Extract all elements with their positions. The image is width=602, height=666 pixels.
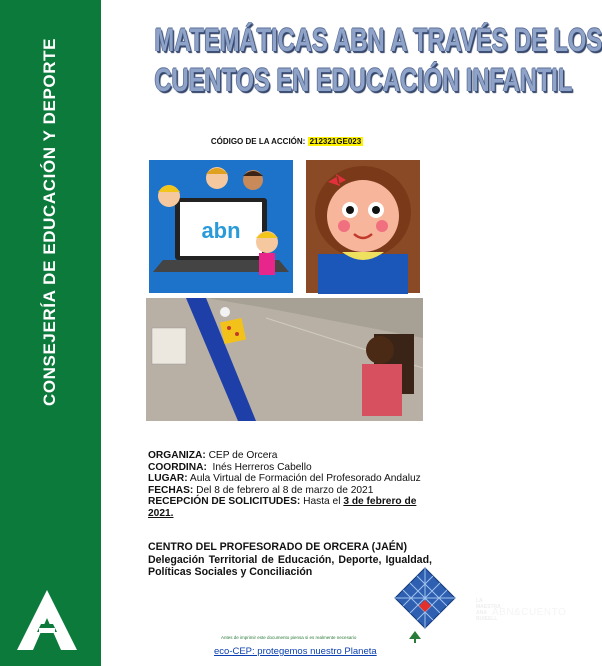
sidebar-band <box>0 0 101 666</box>
recepcion-row: RECEPCIÓN DE SOLICITUDES: Hasta el 3 de febrero de 2021. <box>148 496 417 519</box>
eco-cep-link[interactable]: eco-CEP: protegemos nuestro Planeta <box>214 646 377 657</box>
kids-laptop-illustration <box>149 160 293 293</box>
action-code-value: 212321GE023 <box>309 137 362 146</box>
junta-andalucia-logo-icon <box>9 588 85 652</box>
lugar-row: LUGAR: Aula Virtual de Formación del Profesorado Andaluz <box>148 473 421 485</box>
fechas-row: FECHAS: Del 8 de febrero al 8 de marzo de 2021 <box>148 484 374 496</box>
consejeria-vertical-text: CONSEJERÍA DE EDUCACIÓN Y DEPORTE <box>40 37 59 407</box>
laptop-text: abn <box>201 218 241 243</box>
course-title <box>154 20 602 100</box>
fechas-value: Del 8 de febrero al 8 de marzo de 2021 <box>196 484 374 496</box>
organiza-value: CEP de Orcera <box>208 450 278 461</box>
tree-icon <box>408 631 422 643</box>
title-line-2: CUENTOS EN EDUCACIÓN INFANTIL <box>154 62 573 98</box>
lugar-value: Aula Virtual de Formación del Profesorado Andaluz <box>189 473 421 485</box>
coordina-row: COORDINA: Inés Herreros Cabello <box>148 461 312 473</box>
organiza-row: ORGANIZA: CEP de Orcera <box>148 450 278 461</box>
organizer-block <box>148 541 432 579</box>
course-info <box>148 450 432 520</box>
centro-name: CENTRO DEL PROFESORADO DE ORCERA (JAÉN) <box>148 541 407 553</box>
coordina-value: Inés Herreros Cabello <box>212 461 312 473</box>
delegacion-name: Delegación Territorial de Educación, Deporte, Igualdad, Políticas Sociales y Conciliación <box>148 553 432 578</box>
photo-caption-small: LA MAESTRA ANA BUIEELL <box>476 598 501 622</box>
cep-orcera-logo-icon <box>393 566 457 630</box>
print-note: Antes de imprimir este documento piensa si es realmente necesario <box>221 635 357 640</box>
action-code <box>108 137 466 146</box>
action-code-label: CÓDIGO DE LA ACCIÓN: <box>210 137 306 146</box>
photo-caption: ABN&CUENTO <box>492 607 567 618</box>
title-line-1: MATEMÁTICAS ABN A TRAVÉS DE LOS <box>154 22 602 58</box>
recepcion-date: 3 de febrero de 2021. <box>148 496 417 519</box>
teacher-doll-illustration <box>306 160 420 293</box>
